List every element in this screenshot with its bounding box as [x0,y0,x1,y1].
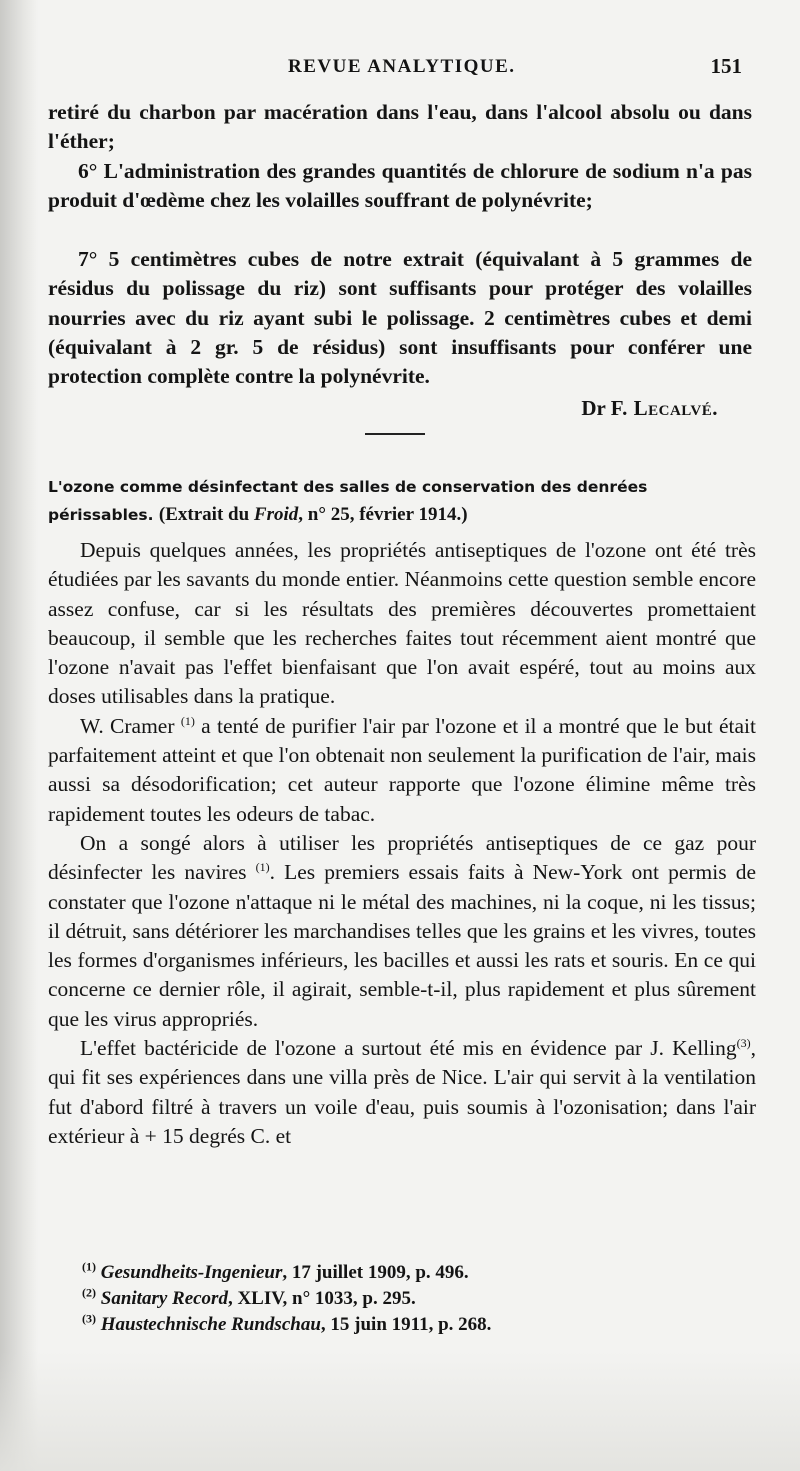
p3-text-b: . Les premiers essais faits à New-York ont permis de constater que l'ozone n'attaque ni le métal des machines, ni la coque, ni les tissus; il détruit, sans détériorer les marchandises telles que les grains et les vivres, toutes les formes d'organismes inférieurs, les bacilles et aussi les rats et souris. En ce qui concerne ce dernier rôle, il agirait, semble-t-il, plus rapidement et plus sûrement que les virus appropriés. [48,860,756,1031]
p4-text-b: , qui fit ses expériences dans une villa près de Nice. L'air qui servit à la ventilation fut d'abord filtré à travers un voile d'eau, puis soumis à l'ozonisation; dans l'air extérieur à + 15 degrés C. et [48,1036,756,1148]
footnote-title: Gesundheits-Ingenieur [100,1262,283,1283]
page-edge-shadow [0,0,38,1471]
section-divider [365,433,425,435]
article-title-text: L'ozone comme désinfectant des salles de conservation des denrées périssables. [48,478,648,524]
footnote-mark: (3) [82,1311,96,1326]
footnotes [82,1260,722,1338]
p4-text-a: L'effet bactéricide de l'ozone a surtout été mis en évidence par J. Kelling [80,1036,737,1061]
article-body [48,536,756,1151]
article-paragraph-1: Depuis quelques années, les propriétés antiseptiques de l'ozone ont été très étudiées par les savants du monde entier. Néanmoins cette question semble encore assez confuse, car si les résultats des premières découvertes promettaient beaucoup, il semble que les recherches faites tout récemment aient montré que l'ozone n'avait pas l'effet bienfaisant que l'on avait espéré, tout au moins aux doses utilisables dans la pratique. [48,538,756,709]
page-bottom-shadow [0,1351,800,1471]
page-number: 151 [710,54,742,78]
footnote-mark: (2) [82,1285,96,1300]
running-title: REVUE ANALYTIQUE. [288,56,516,77]
p3-text-a: On a songé alors à utiliser les propriétés antiseptiques de ce gaz pour désinfecter les navires [48,830,756,885]
footnote-rest: , XLIV, n° 1033, p. 295. [227,1288,416,1309]
source-open: (Extrait du [158,504,254,525]
signature-prefix: Dr [581,396,606,420]
footnote-3 [82,1312,722,1338]
footnote-mark: (1) [82,1259,96,1274]
p2-text-a: W. Cramer [80,713,181,738]
footnote-ref-2: (1) [255,860,270,875]
point-6-paragraph: 6° L'administration des grandes quantités de chlorure de sodium n'a pas produit d'œdème chez les volailles souffrant de polynévrite; [48,159,752,213]
article-source [159,504,468,525]
footnote-ref-1: (1) [180,713,195,728]
source-journal: Froid [253,504,299,525]
article-paragraph-3 [48,829,756,1034]
continuation-paragraph: retiré du charbon par macération dans l'eau, dans l'alcool absolu ou dans l'éther; [48,100,752,154]
signature-name: F. Lecalvé. [610,396,718,420]
footnote-ref-3: (3) [736,1035,751,1050]
footnote-title: Haustechnische Rundschau [100,1314,321,1335]
footnote-rest: , 15 juin 1911, p. 268. [320,1314,492,1335]
article-paragraph-2 [48,712,756,829]
footnote-rest: , 17 juillet 1909, p. 496. [282,1262,469,1283]
point-7-paragraph: 7° 5 centimètres cubes de notre extrait (équivalant à 5 grammes de résidus du polissage du riz) sont suffisants pour protéger des volailles nourries avec du riz ayant subi le polissage. 2 centimètres cubes et demi (équivalant à 2 gr. 5 de résidus) sont insuffisants pour conférer une protection complète contre la polynévrite. [48,247,752,389]
footnote-title: Sanitary Record [100,1288,228,1309]
source-close: , n° 25, février 1914.) [298,504,468,525]
article-title [48,474,752,529]
footnote-1 [82,1260,722,1286]
page-header [48,50,750,84]
article-paragraph-4 [48,1034,756,1151]
author-signature [48,396,718,421]
footnote-2 [82,1286,722,1312]
p2-text-b: a tenté de purifier l'air par l'ozone et il a montré que le but était parfaitement atteint et que l'on obtenait non seulement la purification de l'air, mais aussi sa désodorification; cet auteur rapporte que l'ozone élimine même très rapidement toutes les odeurs de tabac. [48,713,756,826]
